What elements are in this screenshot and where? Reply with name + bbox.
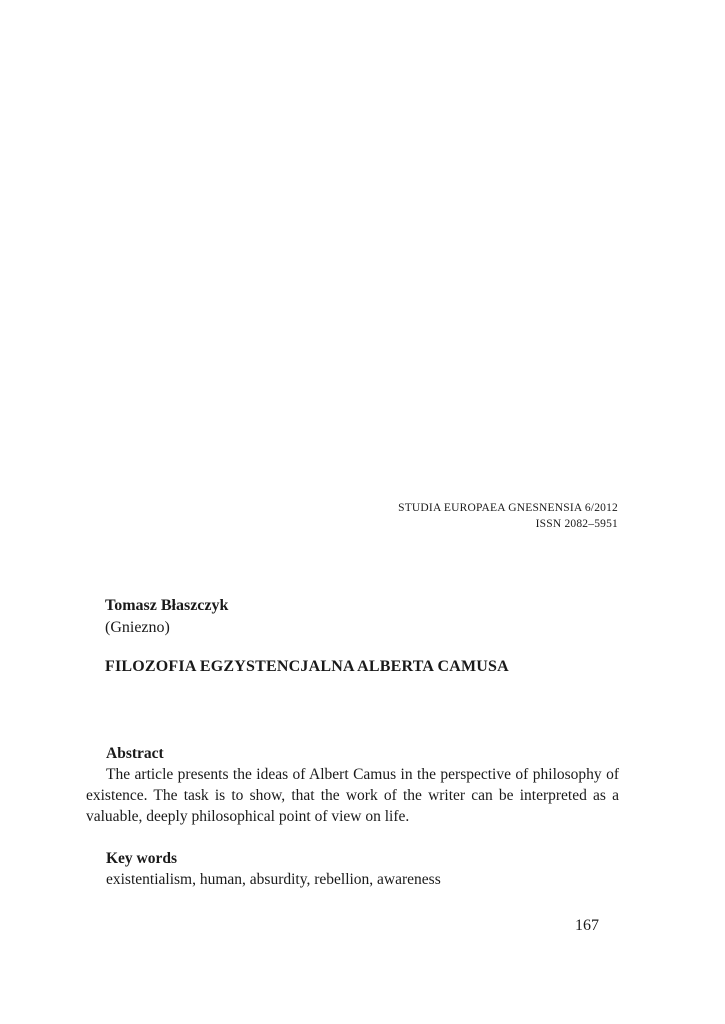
journal-info: [398, 500, 618, 532]
abstract-section: [86, 743, 619, 827]
article-title: FILOZOFIA EGZYSTENCJALNA ALBERTA CAMUSA: [105, 658, 509, 675]
keywords-section: [106, 848, 441, 890]
abstract-heading: Abstract: [106, 745, 164, 762]
journal-issn: ISSN 2082–5951: [535, 518, 618, 530]
keywords-text: existentialism, human, absurdity, rebellion, awareness: [106, 871, 441, 888]
keywords-heading: Key words: [106, 850, 178, 867]
journal-series: STUDIA EUROPAEA GNESNENSIA 6/2012: [398, 502, 618, 514]
abstract-text: The article presents the ideas of Albert Camus in the perspective of philosophy of existence. The task is to show, that the work of the writer can be interpreted as a valuable, deeply philosophical point of view on life.: [86, 766, 619, 825]
author-name: Tomasz Błaszczyk: [105, 597, 229, 614]
author-block: [105, 595, 228, 639]
page-number: 167: [575, 917, 599, 934]
author-location: (Gniezno): [105, 619, 170, 636]
